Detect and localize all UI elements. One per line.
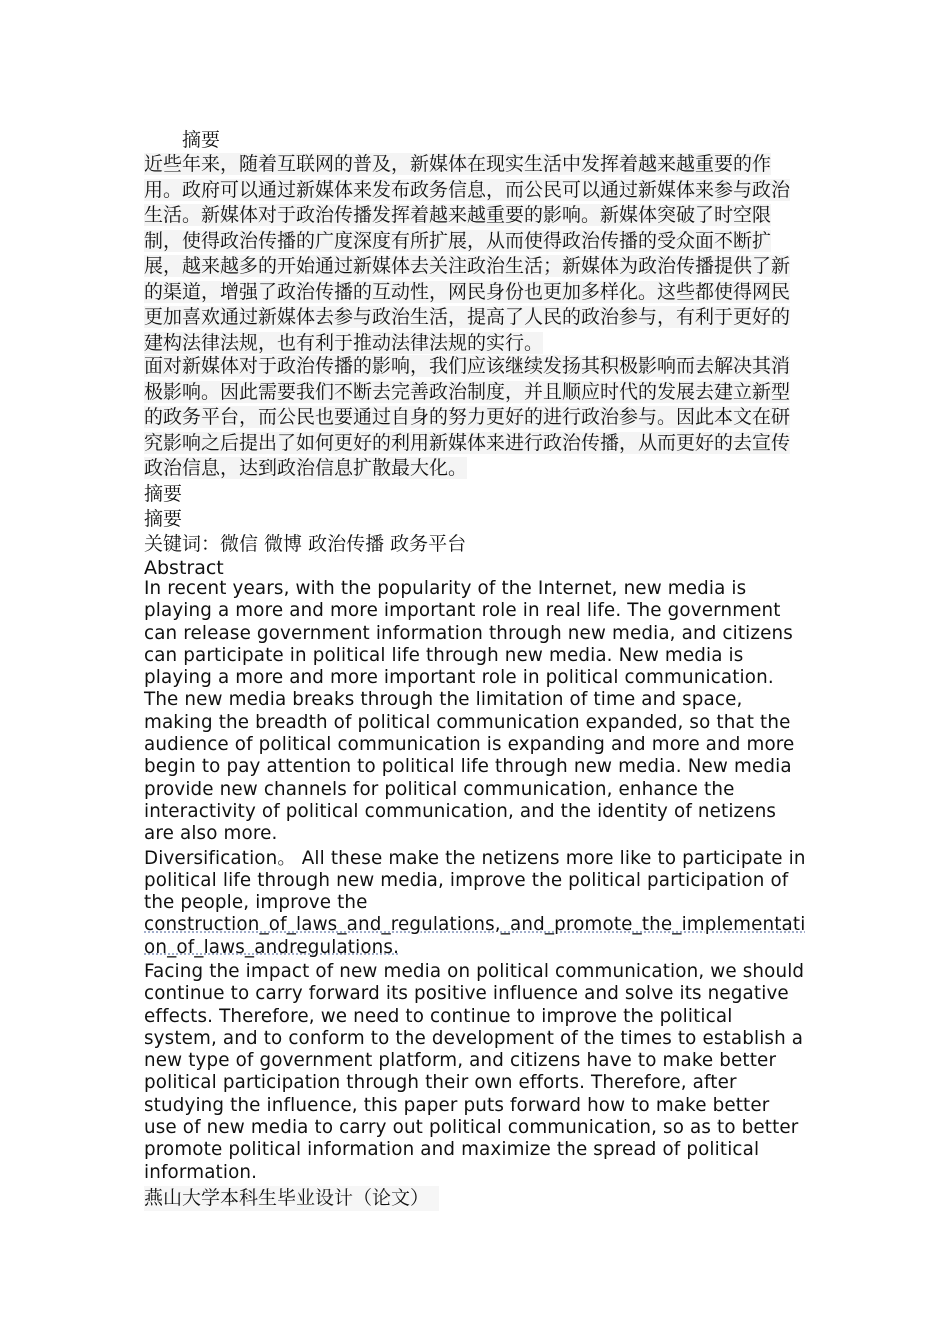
english-abstract-paragraph-2 [144, 961, 808, 1184]
abstract-heading-cn: 摘要 [182, 129, 221, 151]
repeat-heading-2: 摘要 [144, 508, 183, 530]
chinese-abstract-paragraph-2 [144, 354, 808, 482]
cn-para-2-text: 面对新媒体对于政治传播的影响，我们应该继续发扬其积极影响而去解决其消极影响。因此需要我们不断去完善政治制度，并且顺应时代的发展去建立新型的政务平台，而公民也要通过自身的努力更好的进行政治参与。因此本文在研究影响之后提出了如何更好的利用新媒体来进行政治传播，从而更好的去宣传政治信息，达到政治信息扩散最大化。 [144, 355, 791, 479]
chinese-abstract-paragraph-1 [144, 152, 808, 356]
en-para-1b: Diversification。 All these make the netizens more like to participate in political life through new media, improve the political participation of the people, improve the [144, 847, 806, 914]
footer-block [144, 1186, 808, 1211]
english-abstract-paragraph-1 [144, 578, 808, 959]
keywords-line: 关键词：微信 微博 政治传播 政务平台 [144, 533, 467, 555]
en-para-1c: construction_of_laws_and_regulations,_and_promote_the_implementation_of_laws_andregulations. [144, 914, 806, 958]
en-para-1a: In recent years, with the popularity of the Internet, new media is playing a more and more important role in real life. The government can release government information through new media, and citizens can participate in political life through new media. New media is playing a more and more important role in political communication. The new media breaks through the limitation of time and space, making the breadth of political communication expanded, so that the audience of political communication is expanding and more and more begin to pay attention to political life through new media. New media provide new channels for political communication, enhance the interactivity of political communication, and the identity of netizens are also more. [144, 578, 795, 845]
repeat-heading-1: 摘要 [144, 483, 183, 505]
university-footer: 燕山大学本科生毕业设计（论文） [144, 1186, 439, 1211]
repeat-heading-group [144, 482, 808, 580]
cn-para-1-text: 近些年来，随着互联网的普及，新媒体在现实生活中发挥着越来越重要的作用。政府可以通过新媒体来发布政务信息，而公民可以通过新媒体来参与政治生活。新媒体对于政治传播发挥着越来越重要的影响。新媒体突破了时空限制，使得政治传播的广度深度有所扩展，从而使得政治传播的受众面不断扩展，越来越多的开始通过新媒体去关注政治生活；新媒体为政治传播提供了新的渠道，增强了政治传播的互动性，网民身份也更加多样化。这些都使得网民更加喜欢通过新媒体去参与政治生活，提高了人民的政治参与，有利于更好的建构法律法规，也有利于推动法律法规的实行。 [144, 153, 791, 354]
abstract-title-en: Abstract [144, 557, 224, 579]
en-para-2: Facing the impact of new media on political communication, we should continue to carry forward its positive influence and solve its negative effects. Therefore, we need to continue to improve the political system, and to conform to the development of the times to establish a new type of government platform, and citizens have to make better political participation through their own efforts. Therefore, after studying the influence, this paper puts forward how to make better use of new media to carry out political communication, so as to better promote political information and maximize the spread of political information. [144, 961, 805, 1183]
